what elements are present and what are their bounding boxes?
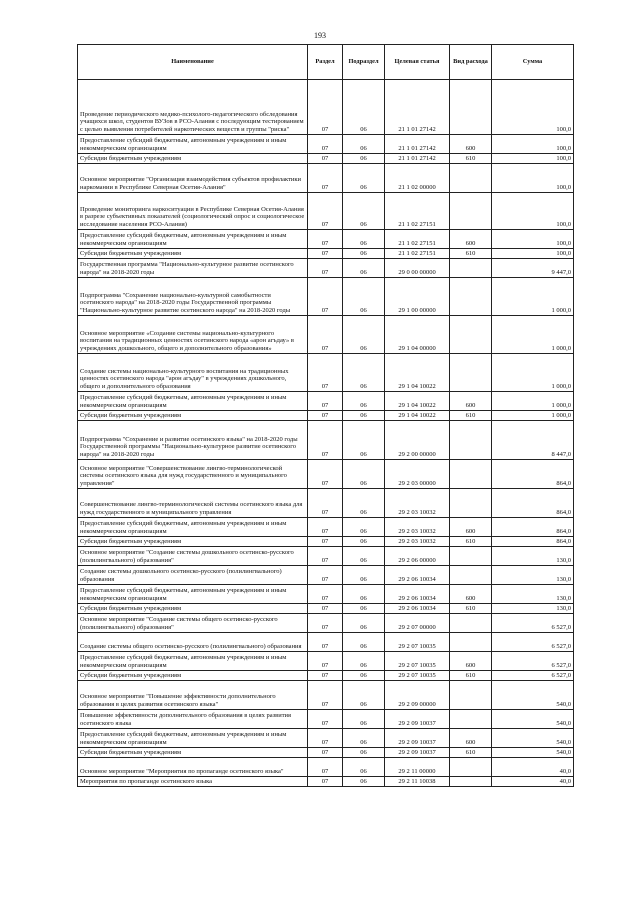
cell-sum: 540,0 [492, 710, 574, 729]
cell-name: Проведение мониторинга наркоситуации в Республике Северная Осетия-Алания в разрезе субъективных показателей (социологический опрос и социологическое исследование населения РСО-Алания) [78, 193, 308, 230]
cell-sum: 6 527,0 [492, 633, 574, 652]
cell-target: 29 2 09 00000 [385, 681, 450, 710]
cell-target: 29 2 09 10037 [385, 710, 450, 729]
table-row [78, 681, 574, 710]
cell-sum: 864,0 [492, 460, 574, 489]
cell-subsection: 06 [343, 392, 385, 411]
cell-target: 21 1 02 27151 [385, 193, 450, 230]
cell-section: 07 [308, 537, 343, 547]
cell-target: 29 2 09 10037 [385, 748, 450, 758]
cell-name: Мероприятия по пропаганде осетинского языка [78, 777, 308, 787]
cell-name: Предоставление субсидий бюджетным, автономным учреждениям и иным некоммерческим организациям [78, 135, 308, 154]
table-row [78, 316, 574, 354]
cell-target: 29 2 03 00000 [385, 460, 450, 489]
cell-name: Создание системы национально-культурного воспитания на традиционных ценностях осетинского народа "арон агъдау" в учреждениях дошкольного, общего и дополнительного образования [78, 354, 308, 392]
cell-target: 29 2 09 10037 [385, 729, 450, 748]
cell-sum: 540,0 [492, 748, 574, 758]
cell-sum: 864,0 [492, 537, 574, 547]
cell-subsection: 06 [343, 316, 385, 354]
header-name: Наименование [78, 45, 308, 80]
cell-name: Создание системы общего осетинско-русского (полилингвального) образования [78, 633, 308, 652]
cell-target: 29 2 07 10035 [385, 671, 450, 681]
cell-name: Субсидии бюджетным учреждениям [78, 604, 308, 614]
cell-section: 07 [308, 421, 343, 460]
cell-section: 07 [308, 460, 343, 489]
cell-target: 29 2 03 10032 [385, 489, 450, 518]
cell-name: Предоставление субсидий бюджетным, автономным учреждениям и иным некоммерческим организациям [78, 392, 308, 411]
cell-name: Основное мероприятие "Повышение эффективности дополнительного образования в целях развития осетинского языка" [78, 681, 308, 710]
cell-subsection: 06 [343, 230, 385, 249]
cell-subsection: 06 [343, 710, 385, 729]
cell-name: Предоставление субсидий бюджетным, автономным учреждениям и иным некоммерческим организациям [78, 230, 308, 249]
cell-target: 29 2 06 10034 [385, 585, 450, 604]
cell-section: 07 [308, 259, 343, 278]
cell-target: 21 1 01 27142 [385, 80, 450, 135]
cell-target: 29 1 04 10022 [385, 392, 450, 411]
cell-section: 07 [308, 249, 343, 259]
cell-target: 29 2 06 10034 [385, 604, 450, 614]
cell-name: Основное мероприятие "Организация взаимодействия субъектов профилактики наркомании в Республике Северная Осетия-Алания" [78, 164, 308, 193]
cell-section: 07 [308, 135, 343, 154]
cell-target: 29 2 07 10035 [385, 652, 450, 671]
cell-expense-type [450, 614, 492, 633]
cell-target: 29 2 06 10034 [385, 566, 450, 585]
cell-sum: 9 447,0 [492, 259, 574, 278]
cell-section: 07 [308, 164, 343, 193]
cell-expense-type: 600 [450, 230, 492, 249]
cell-subsection: 06 [343, 537, 385, 547]
cell-target: 29 2 03 10032 [385, 537, 450, 547]
cell-expense-type [450, 710, 492, 729]
cell-section: 07 [308, 193, 343, 230]
header-subsection: Подраздел [343, 45, 385, 80]
cell-subsection: 06 [343, 566, 385, 585]
cell-target: 21 1 01 27142 [385, 154, 450, 164]
cell-sum: 8 447,0 [492, 421, 574, 460]
cell-target: 29 2 07 10035 [385, 633, 450, 652]
table-row [78, 547, 574, 566]
cell-section: 07 [308, 652, 343, 671]
cell-target: 29 2 07 00000 [385, 614, 450, 633]
table-row [78, 411, 574, 421]
cell-expense-type: 600 [450, 518, 492, 537]
cell-name: Основное мероприятие "Совершенствование лингво-терминологической системы осетинского языка для нужд государственного и муниципального управления" [78, 460, 308, 489]
table-row [78, 392, 574, 411]
cell-sum: 100,0 [492, 135, 574, 154]
table-row [78, 748, 574, 758]
cell-target: 21 1 02 00000 [385, 164, 450, 193]
cell-subsection: 06 [343, 777, 385, 787]
cell-expense-type [450, 777, 492, 787]
cell-subsection: 06 [343, 604, 385, 614]
cell-subsection: 06 [343, 249, 385, 259]
table-row [78, 671, 574, 681]
cell-sum: 1 000,0 [492, 278, 574, 316]
table-row [78, 421, 574, 460]
cell-subsection: 06 [343, 278, 385, 316]
cell-expense-type [450, 278, 492, 316]
cell-name: Предоставление субсидий бюджетным, автономным учреждениям и иным некоммерческим организациям [78, 518, 308, 537]
cell-sum: 100,0 [492, 230, 574, 249]
cell-expense-type: 600 [450, 729, 492, 748]
cell-section: 07 [308, 566, 343, 585]
cell-sum: 100,0 [492, 80, 574, 135]
cell-sum: 1 000,0 [492, 411, 574, 421]
cell-section: 07 [308, 585, 343, 604]
table-row [78, 354, 574, 392]
cell-name: Субсидии бюджетным учреждениям [78, 249, 308, 259]
cell-subsection: 06 [343, 652, 385, 671]
table-row [78, 729, 574, 748]
cell-section: 07 [308, 614, 343, 633]
table-row [78, 614, 574, 633]
cell-target: 29 0 00 00000 [385, 259, 450, 278]
cell-name: Предоставление субсидий бюджетным, автономным учреждениям и иным некоммерческим организациям [78, 652, 308, 671]
table-row [78, 489, 574, 518]
cell-subsection: 06 [343, 135, 385, 154]
cell-sum: 6 527,0 [492, 671, 574, 681]
cell-sum: 100,0 [492, 164, 574, 193]
cell-sum: 130,0 [492, 547, 574, 566]
cell-section: 07 [308, 633, 343, 652]
cell-target: 29 1 04 10022 [385, 411, 450, 421]
table-row [78, 193, 574, 230]
cell-expense-type: 600 [450, 585, 492, 604]
cell-expense-type [450, 316, 492, 354]
cell-expense-type [450, 80, 492, 135]
cell-subsection: 06 [343, 681, 385, 710]
header-section: Раздел [308, 45, 343, 80]
cell-expense-type [450, 547, 492, 566]
cell-name: Основное мероприятие "Мероприятия по пропаганде осетинского языка" [78, 758, 308, 777]
table-row [78, 604, 574, 614]
cell-expense-type [450, 354, 492, 392]
table-row [78, 154, 574, 164]
cell-section: 07 [308, 278, 343, 316]
cell-expense-type: 610 [450, 604, 492, 614]
cell-sum: 130,0 [492, 585, 574, 604]
cell-target: 29 2 03 10032 [385, 518, 450, 537]
table-row [78, 585, 574, 604]
table-row [78, 537, 574, 547]
cell-sum: 130,0 [492, 604, 574, 614]
cell-subsection: 06 [343, 518, 385, 537]
cell-name: Субсидии бюджетным учреждениям [78, 671, 308, 681]
cell-target: 21 1 02 27151 [385, 249, 450, 259]
table-row [78, 633, 574, 652]
cell-sum: 864,0 [492, 489, 574, 518]
cell-expense-type [450, 460, 492, 489]
cell-expense-type: 610 [450, 154, 492, 164]
table-row [78, 758, 574, 777]
cell-sum: 1 000,0 [492, 316, 574, 354]
cell-sum: 864,0 [492, 518, 574, 537]
table-row [78, 777, 574, 787]
cell-section: 07 [308, 80, 343, 135]
cell-expense-type: 610 [450, 748, 492, 758]
cell-subsection: 06 [343, 460, 385, 489]
cell-expense-type [450, 489, 492, 518]
cell-target: 29 2 06 00000 [385, 547, 450, 566]
table-row [78, 460, 574, 489]
cell-sum: 1 000,0 [492, 354, 574, 392]
cell-expense-type: 600 [450, 392, 492, 411]
cell-section: 07 [308, 547, 343, 566]
table-row [78, 164, 574, 193]
page-number: 193 [314, 31, 326, 40]
cell-section: 07 [308, 710, 343, 729]
cell-name: Государственная программа "Национально-культурное развитие осетинского народа" на 2018-2020 годы [78, 259, 308, 278]
cell-subsection: 06 [343, 164, 385, 193]
cell-subsection: 06 [343, 671, 385, 681]
cell-sum: 40,0 [492, 777, 574, 787]
budget-table [77, 44, 574, 787]
cell-sum: 540,0 [492, 729, 574, 748]
cell-sum: 1 000,0 [492, 392, 574, 411]
table-row [78, 80, 574, 135]
cell-section: 07 [308, 671, 343, 681]
cell-expense-type: 610 [450, 411, 492, 421]
cell-section: 07 [308, 681, 343, 710]
cell-expense-type [450, 421, 492, 460]
cell-expense-type [450, 566, 492, 585]
table-row [78, 135, 574, 154]
table-row [78, 230, 574, 249]
cell-name: Основное мероприятие "Создание системы дошкольного осетинско-русского (полилингвального) образования" [78, 547, 308, 566]
cell-sum: 100,0 [492, 154, 574, 164]
cell-target: 29 2 11 00000 [385, 758, 450, 777]
cell-target: 21 1 01 27142 [385, 135, 450, 154]
cell-name: Совершенствование лингво-терминологической системы осетинского языка для нужд государственного и муниципального управления [78, 489, 308, 518]
cell-name: Субсидии бюджетным учреждениям [78, 411, 308, 421]
cell-section: 07 [308, 316, 343, 354]
cell-subsection: 06 [343, 489, 385, 518]
table-row [78, 518, 574, 537]
cell-section: 07 [308, 777, 343, 787]
cell-sum: 6 527,0 [492, 614, 574, 633]
cell-expense-type: 610 [450, 249, 492, 259]
cell-sum: 100,0 [492, 193, 574, 230]
cell-expense-type [450, 164, 492, 193]
header-target: Целевая статья [385, 45, 450, 80]
cell-name: Проведение периодического медико-психолого-педагогического обследования учащихся школ, студентов ВУЗов в РСО-Алания с последующим тестированием с целью выявления потребителей наркотических веществ и группы "риска" [78, 80, 308, 135]
cell-name: Предоставление субсидий бюджетным, автономным учреждениям и иным некоммерческим организациям [78, 729, 308, 748]
cell-subsection: 06 [343, 259, 385, 278]
table-row [78, 259, 574, 278]
cell-section: 07 [308, 392, 343, 411]
cell-sum: 6 527,0 [492, 652, 574, 671]
cell-section: 07 [308, 230, 343, 249]
cell-name: Субсидии бюджетным учреждениям [78, 154, 308, 164]
cell-section: 07 [308, 748, 343, 758]
cell-section: 07 [308, 489, 343, 518]
cell-section: 07 [308, 604, 343, 614]
cell-sum: 40,0 [492, 758, 574, 777]
cell-name: Повышение эффективности дополнительного образования в целях развития осетинского языка [78, 710, 308, 729]
cell-sum: 100,0 [492, 249, 574, 259]
cell-subsection: 06 [343, 729, 385, 748]
cell-section: 07 [308, 729, 343, 748]
cell-subsection: 06 [343, 758, 385, 777]
cell-target: 29 1 00 00000 [385, 278, 450, 316]
cell-section: 07 [308, 518, 343, 537]
cell-subsection: 06 [343, 547, 385, 566]
table-row [78, 652, 574, 671]
cell-subsection: 06 [343, 633, 385, 652]
header-expense-type: Вид расхода [450, 45, 492, 80]
cell-target: 29 2 11 10038 [385, 777, 450, 787]
cell-target: 29 1 04 10022 [385, 354, 450, 392]
cell-expense-type [450, 681, 492, 710]
cell-name: Основное мероприятие "Создание системы общего осетинско-русского (полилингвального) образования" [78, 614, 308, 633]
cell-expense-type [450, 633, 492, 652]
table-header-row [78, 45, 574, 80]
table-row [78, 278, 574, 316]
cell-section: 07 [308, 411, 343, 421]
cell-subsection: 06 [343, 748, 385, 758]
cell-subsection: 06 [343, 193, 385, 230]
cell-name: Основное мероприятие «Создание системы национально-культурного воспитания на традиционных ценностях осетинского народа «арон агъдау» в учреждениях дошкольного, общего и дополнительного образования» [78, 316, 308, 354]
table-row [78, 566, 574, 585]
table-row [78, 710, 574, 729]
cell-section: 07 [308, 758, 343, 777]
cell-expense-type: 600 [450, 135, 492, 154]
cell-expense-type: 610 [450, 537, 492, 547]
cell-expense-type [450, 193, 492, 230]
cell-expense-type: 600 [450, 652, 492, 671]
cell-sum: 130,0 [492, 566, 574, 585]
cell-section: 07 [308, 354, 343, 392]
cell-subsection: 06 [343, 585, 385, 604]
cell-name: Субсидии бюджетным учреждениям [78, 748, 308, 758]
cell-name: Подпрограмма "Сохранение национально-культурной самобытности осетинского народа" на 2018-2020 годы Государственной программы "Национально-культурное развитие осетинского народа" на 2018-2020 годы [78, 278, 308, 316]
cell-sum: 540,0 [492, 681, 574, 710]
cell-subsection: 06 [343, 614, 385, 633]
cell-subsection: 06 [343, 421, 385, 460]
cell-subsection: 06 [343, 411, 385, 421]
cell-expense-type: 610 [450, 671, 492, 681]
table-row [78, 249, 574, 259]
cell-target: 29 2 00 00000 [385, 421, 450, 460]
cell-expense-type [450, 259, 492, 278]
cell-name: Подпрограмма "Сохранение и развитие осетинского языка" на 2018-2020 годы Государственной программы "Национально-культурное развитие осетинского народа" на 2018-2020 годы [78, 421, 308, 460]
cell-name: Создание системы дошкольного осетинско-русского (полилингвального) образования [78, 566, 308, 585]
cell-name: Предоставление субсидий бюджетным, автономным учреждениям и иным некоммерческим организациям [78, 585, 308, 604]
cell-target: 29 1 04 00000 [385, 316, 450, 354]
cell-subsection: 06 [343, 154, 385, 164]
header-sum: Сумма [492, 45, 574, 80]
cell-target: 21 1 02 27151 [385, 230, 450, 249]
cell-subsection: 06 [343, 354, 385, 392]
cell-expense-type [450, 758, 492, 777]
cell-name: Субсидии бюджетным учреждениям [78, 537, 308, 547]
cell-subsection: 06 [343, 80, 385, 135]
cell-section: 07 [308, 154, 343, 164]
